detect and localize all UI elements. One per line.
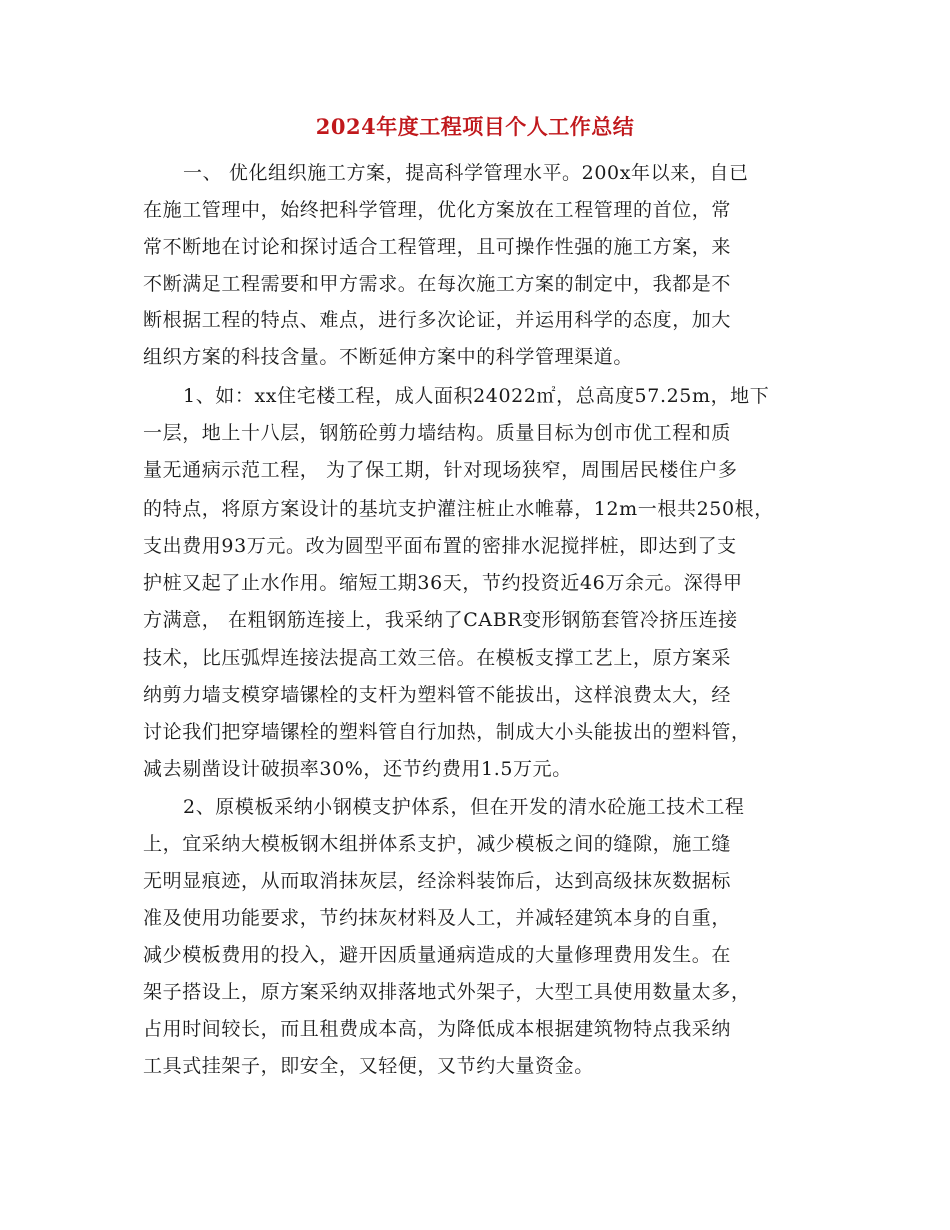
paragraph-line: 常不断地在讨论和探讨适合工程管理，且可操作性强的施工方案，来 [143,236,732,258]
paragraph-line: 的特点，将原方案设计的基坑支护灌注桩止水帷幕，12m一根共250根， [143,498,774,520]
paragraph-line: 架子搭设上，原方案采纳双排落地式外架子，大型工具使用数量太多， [143,981,751,1003]
paragraph-line: 上，宜采纳大模板钢木组拼体系支护，减少模板之间的缝隙，施工缝 [143,833,732,855]
paragraph-line: 减少模板费用的投入，避开因质量通病造成的大量修理费用发生。在 [143,944,732,966]
paragraph-line: 2、原模板采纳小钢模支护体系，但在开发的清水砼施工技术工程 [183,796,745,818]
paragraph-line: 支出费用93万元。改为圆型平面布置的密排水泥搅拌桩，即达到了支 [143,535,737,557]
paragraph-line: 讨论我们把穿墙镙栓的塑料管自行加热，制成大小头能拔出的塑料管， [143,721,751,743]
document-title: 2024年度工程项目个人工作总结 [315,114,635,139]
paragraph-line: 一层，地上十八层，钢筋砼剪力墙结构。质量目标为创市优工程和质 [143,422,732,444]
paragraph-line: 断根据工程的特点、难点，进行多次论证，并运用科学的态度，加大 [143,309,732,331]
paragraph-line: 占用时间较长，而且租费成本高，为降低成本根据建筑物特点我采纳 [143,1018,732,1040]
paragraph-line: 准及使用功能要求，节约抹灰材料及人工，并减轻建筑本身的自重， [143,907,732,929]
paragraph-line: 工具式挂架子，即安全，又轻便，又节约大量资金。 [143,1055,594,1077]
paragraph-line: 在施工管理中，始终把科学管理，优化方案放在工程管理的首位，常 [143,199,732,221]
paragraph-line: 1、如：xx住宅楼工程，成人面积24022㎡，总高度57.25m，地下 [183,385,770,407]
paragraph-line: 减去剔凿设计破损率30%，还节约费用1.5万元。 [143,758,572,780]
paragraph-line: 护桩又起了止水作用。缩短工期36天，节约投资近46万余元。深得甲 [143,572,743,594]
paragraph-line: 不断满足工程需要和甲方需求。在每次施工方案的制定中，我都是不 [143,273,732,295]
paragraph-line: 纳剪力墙支模穿墙镙栓的支杆为塑料管不能拔出，这样浪费太大，经 [143,684,732,706]
paragraph-line: 无明显痕迹，从而取消抹灰层，经涂料装饰后，达到高级抹灰数据标 [143,870,732,892]
paragraph-line: 一、 优化组织施工方案，提高科学管理水平。200x年以来，自已 [183,162,749,184]
paragraph-line: 组织方案的科技含量。不断延伸方案中的科学管理渠道。 [143,346,634,368]
paragraph-line: 技术，比压弧焊连接法提高工效三倍。在模板支撑工艺上，原方案采 [143,647,732,669]
paragraph-line: 量无通病示范工程， 为了保工期，针对现场狭窄，周围居民楼住户多 [143,459,738,481]
paragraph-line: 方满意， 在粗钢筋连接上，我采纳了CABR变形钢筋套管冷挤压连接 [143,609,738,631]
